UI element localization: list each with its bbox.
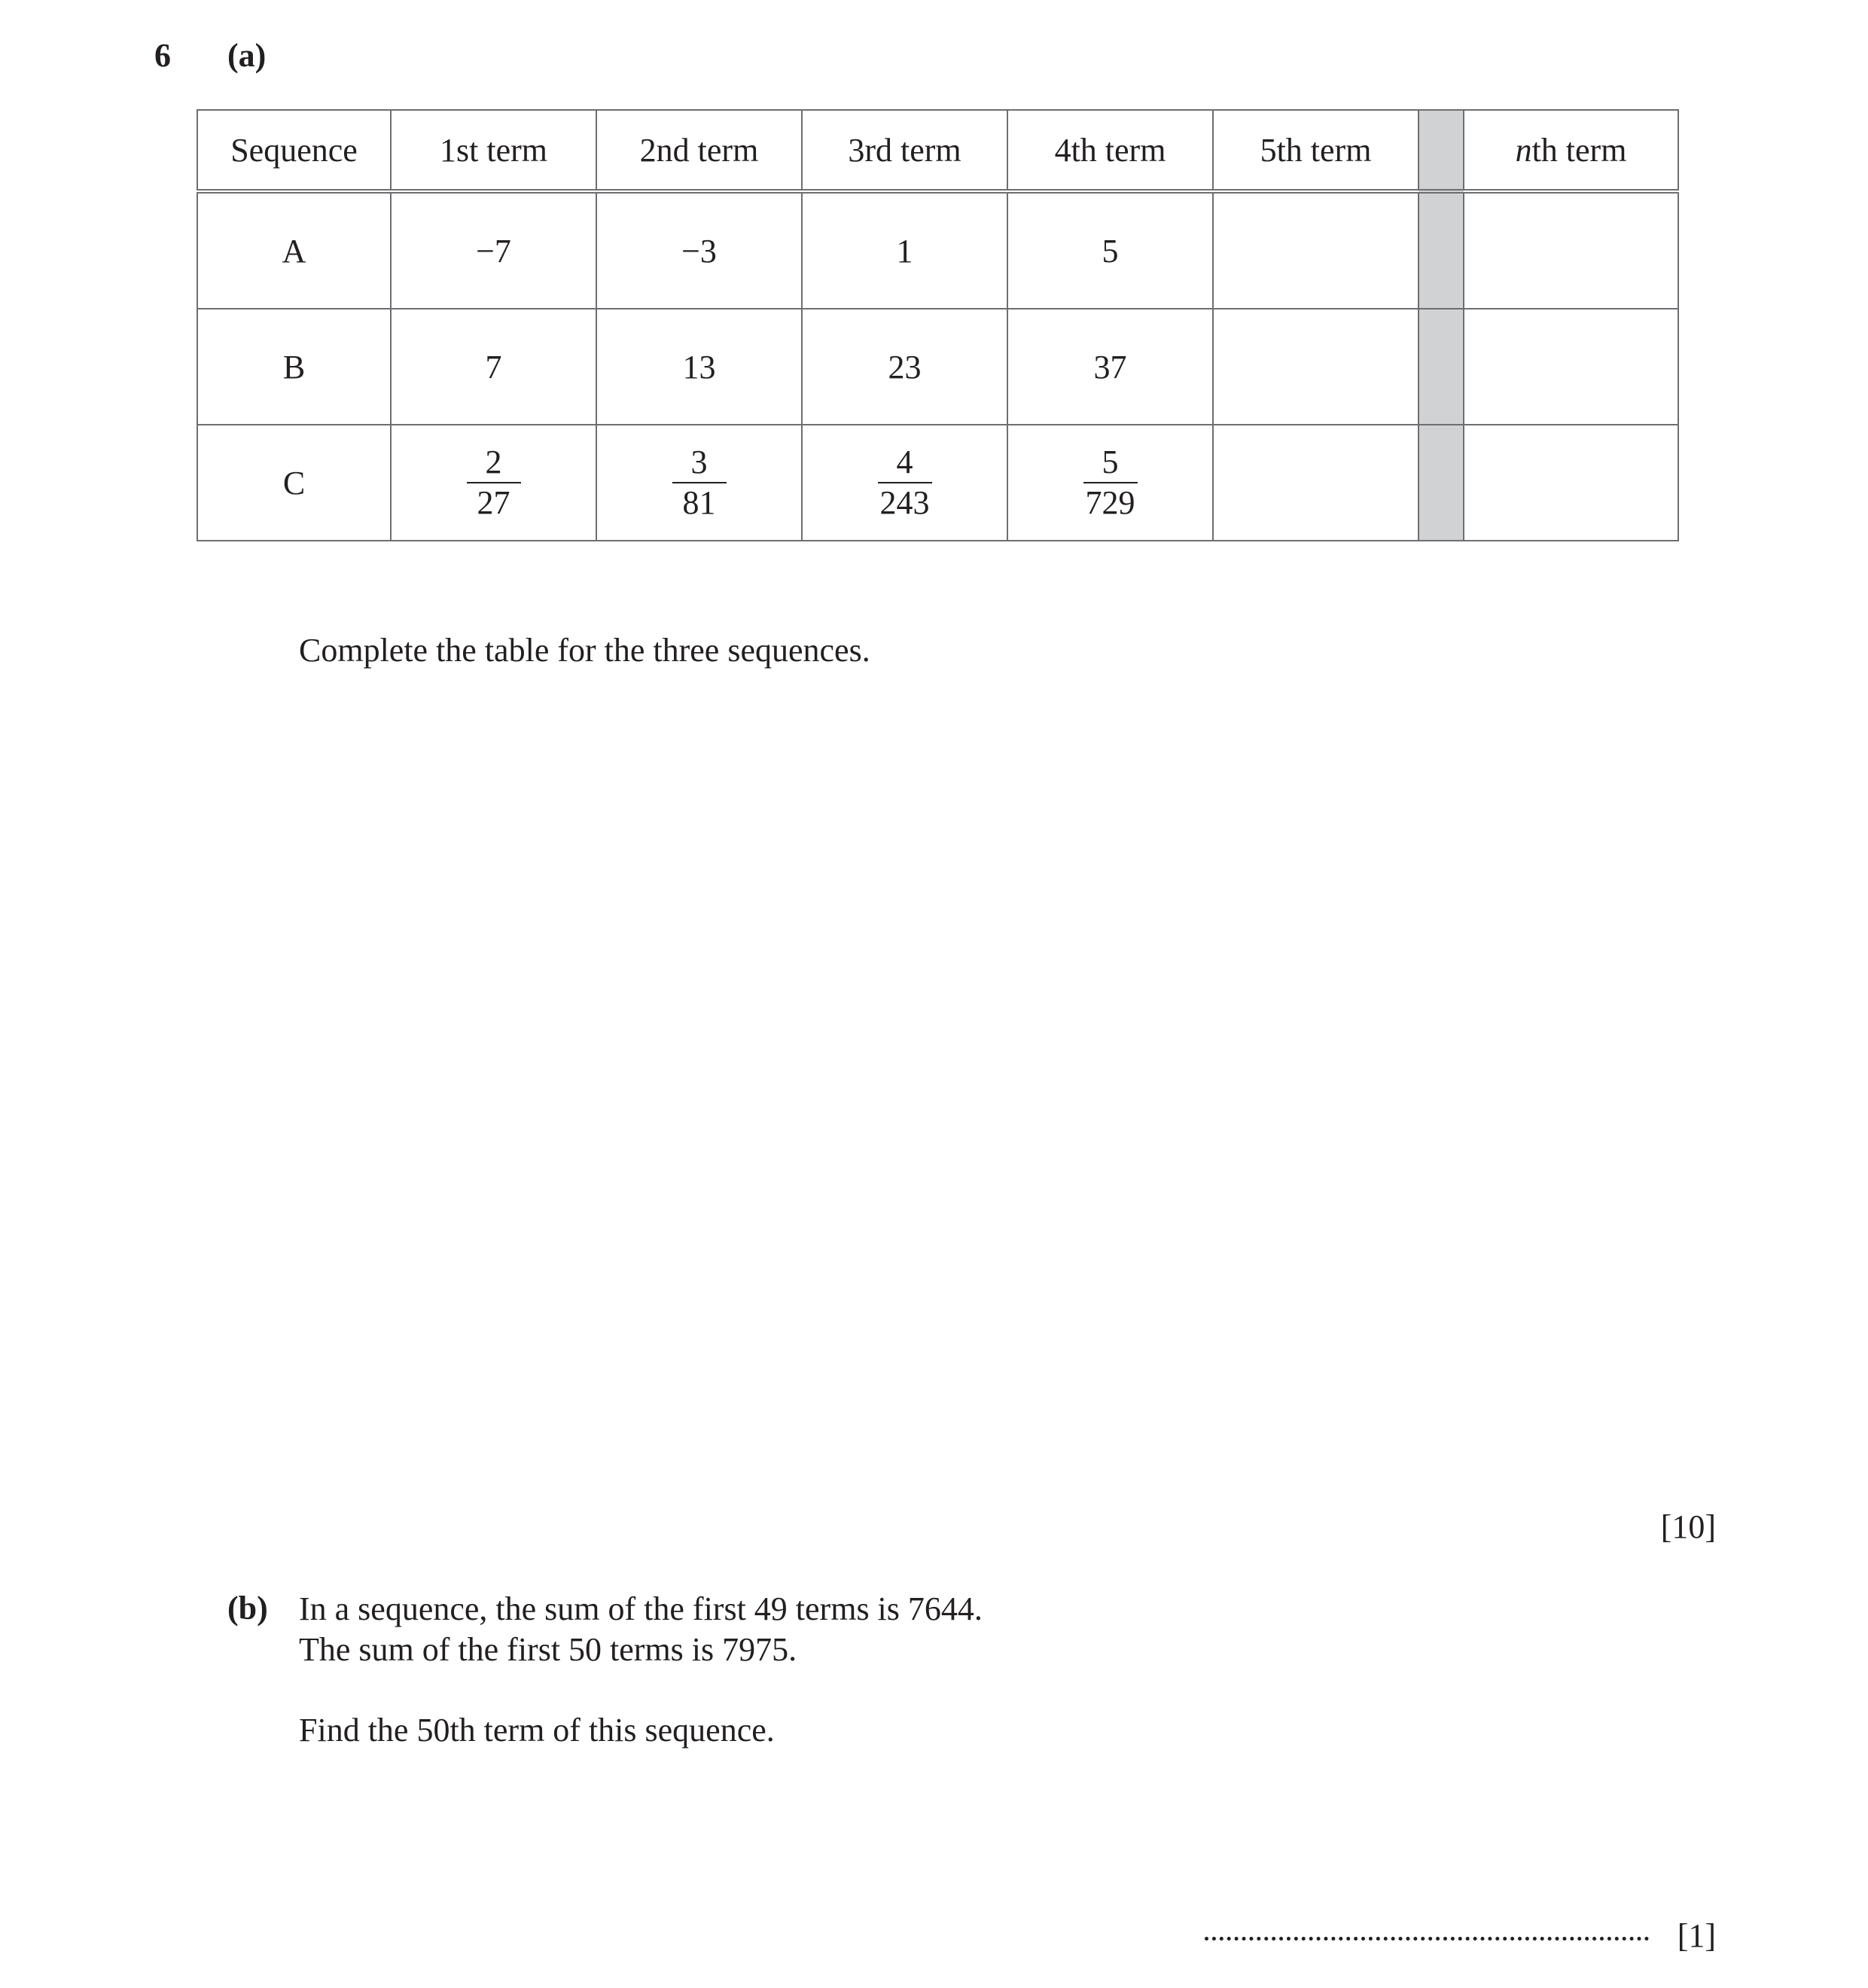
term-cell [596,425,802,541]
part-b-statement [299,1589,983,1670]
part-b-question: Find the 50th term of this sequence. [299,1712,775,1749]
answer-cell-nth-term-c[interactable] [1464,425,1678,541]
shaded-gap-column [1419,110,1464,191]
nth-term-text: th term [1531,131,1627,169]
header-sequence: Sequence [197,110,391,191]
header-1st-term: 1st term [391,110,596,191]
table-row-b [197,309,1678,425]
part-b-marks: [1] [1677,1917,1716,1954]
table-row-a [197,191,1678,309]
part-b-line-2: The sum of the first 50 terms is 7975. [299,1631,797,1668]
answer-cell-5th-term-a[interactable] [1213,191,1419,309]
term-cell: 13 [596,309,802,425]
nth-n-symbol: n [1515,131,1532,169]
answer-cell-5th-term-c[interactable] [1213,425,1419,541]
header-3rd-term: 3rd term [802,110,1007,191]
fraction [876,446,934,520]
term-cell [391,425,596,541]
denominator: 27 [477,484,510,521]
sequence-name: B [197,309,391,425]
term-cell: −3 [596,191,802,309]
denominator: 243 [879,484,930,521]
header-nth-term [1464,110,1678,191]
term-cell [802,425,1007,541]
sequence-name: A [197,191,391,309]
sequence-name: C [197,425,391,541]
shaded-gap-cell [1419,425,1464,541]
fraction [1081,446,1140,520]
part-b-line-1: In a sequence, the sum of the first 49 terms is 7644. [299,1590,983,1627]
part-b-label: (b) [227,1590,268,1627]
table-row-c [197,425,1678,541]
shaded-gap-cell [1419,309,1464,425]
part-a-marks: [10] [1660,1508,1716,1545]
sequence-table [197,109,1679,541]
denominator: 81 [682,484,716,521]
fraction [467,446,521,520]
part-a-label: (a) [227,37,267,74]
numerator: 2 [467,446,521,483]
term-cell: 23 [802,309,1007,425]
numerator: 3 [672,446,727,483]
header-5th-term: 5th term [1213,110,1419,191]
numerator: 4 [878,446,932,483]
header-4th-term: 4th term [1007,110,1213,191]
numerator: 5 [1083,446,1138,483]
answer-cell-nth-term-a[interactable] [1464,191,1678,309]
term-cell: 1 [802,191,1007,309]
term-cell: 7 [391,309,596,425]
table-header-row [197,110,1678,191]
answer-line[interactable] [1205,1937,1649,1941]
term-cell [1007,425,1213,541]
header-2nd-term: 2nd term [596,110,802,191]
answer-cell-5th-term-b[interactable] [1213,309,1419,425]
part-a-instruction: Complete the table for the three sequences. [299,632,870,669]
denominator: 729 [1085,484,1135,521]
term-cell: −7 [391,191,596,309]
term-cell: 5 [1007,191,1213,309]
question-number: 6 [154,37,171,74]
shaded-gap-cell [1419,191,1464,309]
fraction [672,446,727,520]
answer-cell-nth-term-b[interactable] [1464,309,1678,425]
term-cell: 37 [1007,309,1213,425]
